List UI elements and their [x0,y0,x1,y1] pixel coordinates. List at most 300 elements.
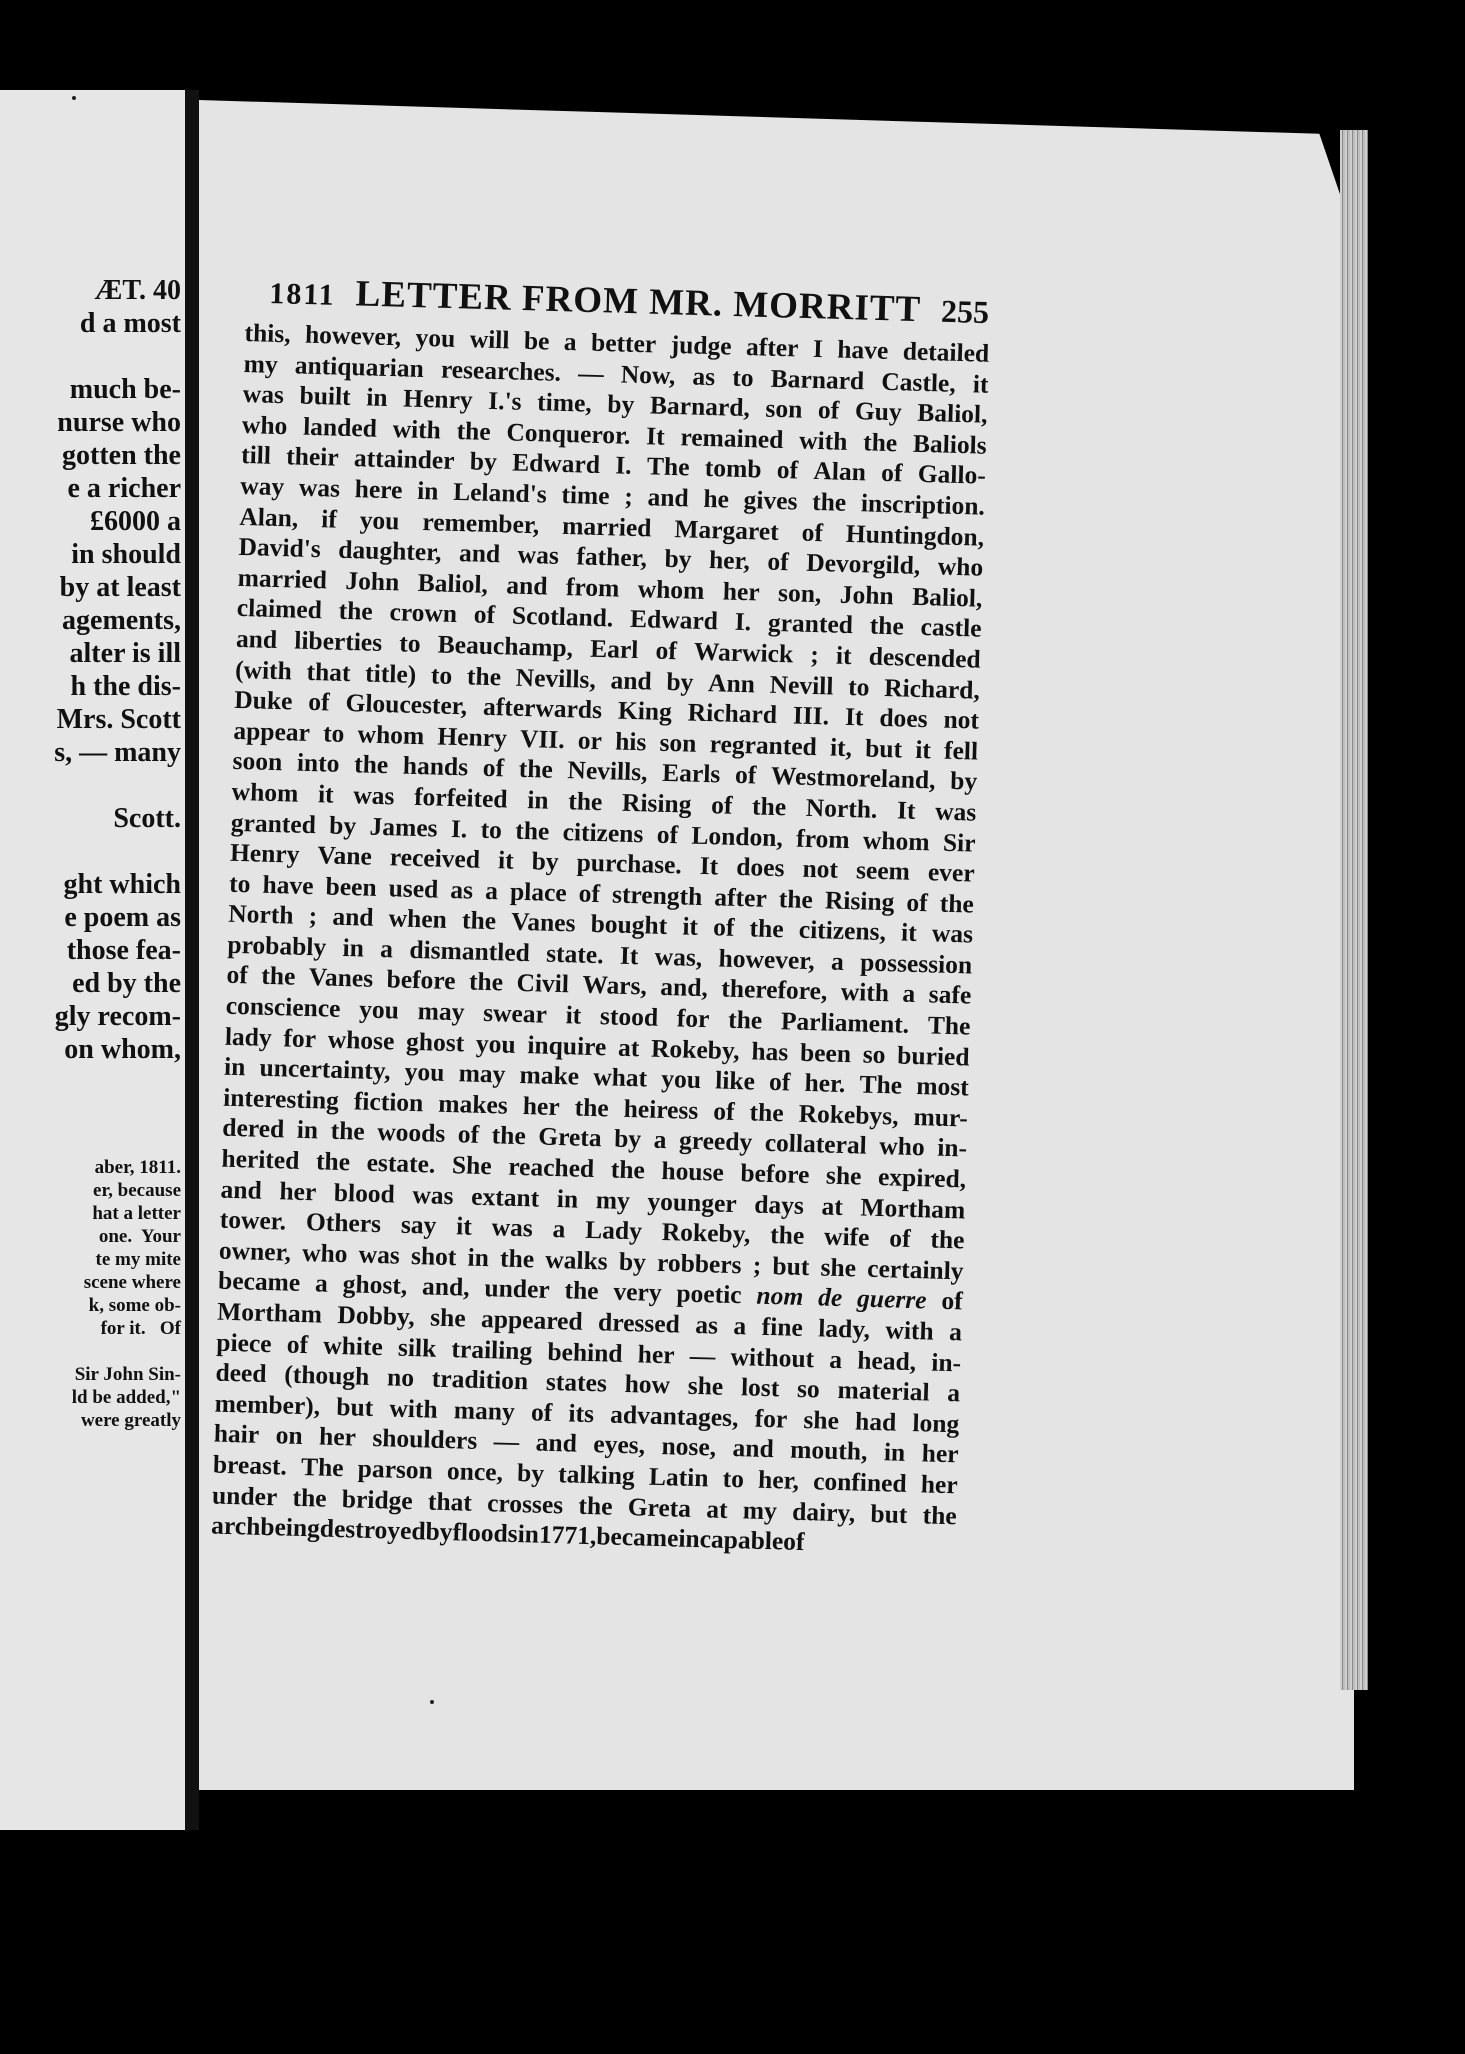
word: breast. [212,1449,288,1481]
facing-line: gly recom- [54,1001,181,1032]
word: the [315,1146,351,1177]
word: seem [855,855,911,886]
word: Rokeby, [661,1217,751,1249]
word: she [825,1160,862,1191]
facing-footnote-line: were greatly [80,1410,181,1431]
word: in [416,475,439,506]
word: makes [437,1088,509,1120]
word: in [883,1437,906,1468]
word: remained [680,421,784,454]
word: arch [210,1510,261,1542]
word: by [425,1516,453,1547]
word: dairy, [791,1496,856,1528]
word: whom [357,719,425,750]
word: it [565,1000,582,1030]
word: who [937,551,984,582]
word: fell [943,735,979,766]
word: the [330,1116,366,1147]
word: reached [507,1151,595,1184]
word: been [799,1037,852,1068]
word: by [469,446,498,477]
word: on [275,1420,304,1451]
word: Rokebys, [798,1098,899,1131]
word: Huntingdon, [845,518,985,552]
word: whom [637,573,705,605]
word: before [386,964,456,996]
word: ; [623,481,634,511]
word: herited [221,1143,300,1175]
word: tomb [704,453,762,484]
word: dismantled [409,934,531,968]
word: a [379,933,394,964]
word: without [730,1341,815,1373]
word: the [778,883,814,914]
word: in [342,932,365,963]
speck [72,96,76,100]
word: of [226,960,249,990]
word: — [689,1340,716,1371]
word: I. [734,607,752,637]
word: the [461,905,497,936]
word: interesting [222,1082,340,1115]
word: white [322,1330,384,1361]
word: the [749,1097,785,1128]
word: with [885,1315,935,1346]
facing-line: by at least [59,572,181,603]
word: of [473,599,496,630]
word: forfeited [413,781,509,814]
word: married [237,562,328,595]
speck [430,1700,434,1704]
facing-line: gotten the [62,440,181,471]
word: for [676,1003,710,1034]
word: was [931,918,974,949]
word: it [900,917,918,948]
word: (with [234,654,293,685]
word: her [722,576,761,607]
word: piece [216,1327,273,1358]
word: into [296,747,340,779]
word: and, [660,972,709,1003]
word: Dobby, [337,1299,416,1332]
word: that [427,1486,473,1517]
word: in- [936,1133,968,1163]
word: the [292,1482,327,1513]
word: descended [868,641,982,674]
word: landed [302,411,378,443]
word: became [217,1266,301,1298]
word: in [365,382,388,413]
word: her [522,1090,561,1121]
word: Henry [437,721,508,753]
word: woods [376,1117,446,1149]
word: a [830,946,845,976]
word: fiction [353,1086,424,1118]
word: James [369,811,438,843]
word: does [735,852,785,883]
word: her [921,1438,959,1469]
word: her [637,1338,676,1369]
facing-line: e a richer [67,473,181,504]
word: Edward [629,604,719,636]
word: the [514,815,550,846]
word: lady, [817,1313,871,1344]
word: son, [777,577,822,608]
word: Vanes [308,962,374,994]
word: Lady [584,1215,643,1246]
facing-footnote-line: er, because [93,1180,181,1201]
word: the [930,1224,965,1255]
word: a [563,326,578,357]
word: was [412,1179,455,1210]
word: it [914,734,932,765]
word: but [864,733,903,764]
word: Earls [661,758,721,789]
word: of [776,455,799,485]
word: appear [233,715,311,747]
word: her [920,1469,959,1500]
word: her, [708,545,751,576]
word: nose, [661,1431,717,1462]
word: the [749,913,785,944]
word: who [878,1131,926,1162]
word: parson [357,1453,434,1485]
word: The [927,1010,971,1041]
word: many [453,1395,516,1426]
word: shot [410,1240,457,1272]
word: her [318,1421,357,1452]
word: Rokeby, [650,1033,741,1065]
facing-line: Scott. [113,803,181,834]
word: you [359,504,400,535]
word: expired, [877,1162,967,1194]
facing-line: on whom, [64,1034,181,1065]
word: Gloucester, [345,688,468,721]
word: Baliols [912,428,988,460]
word: became [595,1521,679,1553]
word: the [574,1092,610,1123]
word: and [647,482,690,513]
word: poetic [676,1278,743,1310]
word: a [948,1317,963,1347]
word: her [279,1175,317,1206]
word: head, [856,1345,917,1376]
word: heiress [623,1093,699,1125]
word: safe [928,979,972,1011]
word: the [610,1154,646,1185]
word: Vane [317,840,373,871]
word: crosses [486,1487,564,1519]
word: state. [545,938,604,970]
word: Rising [824,885,895,917]
word: crown [389,597,458,629]
word: owner, [218,1235,292,1267]
word: Mortham [216,1296,323,1329]
facing-footnote-line: scene where [83,1272,181,1293]
word: the [578,1490,613,1521]
word: here [354,474,403,505]
word: The [300,1451,344,1483]
word: her, [757,1464,800,1495]
word: of [801,517,824,547]
word: and [458,538,501,569]
word: it [682,911,699,942]
word: of [888,1223,911,1254]
word: and [235,623,278,654]
word: so [862,1039,886,1069]
word: the [466,660,502,691]
word: of [530,1397,553,1427]
word: fine [761,1311,804,1342]
word: for [754,1403,788,1434]
word: Devorgild, [805,547,921,581]
word: place [509,876,568,907]
word: by [516,1458,545,1488]
word: the [727,1004,763,1035]
word: was [242,379,285,410]
word: was [491,1212,534,1243]
word: judge [670,329,733,361]
word: it [835,640,853,671]
word: for [283,1023,317,1053]
word: from [565,571,620,603]
word: possession [859,947,973,980]
word: collateral [764,1128,868,1161]
facing-footnote-line [54,1340,181,1363]
word: to [722,1463,745,1494]
word: when [388,903,448,935]
word: it [317,779,335,809]
word: Now, [620,359,676,390]
word: of [712,912,735,943]
word: John [345,565,400,597]
word: how [624,1369,671,1400]
word: being [259,1512,321,1543]
word: the [353,749,389,780]
word: was [358,1239,401,1270]
facing-line: ght which [63,869,181,900]
word: conscience [225,990,341,1023]
word: of [734,760,757,790]
word: used [388,872,439,904]
word: Civil [516,968,570,999]
word: make [519,1060,580,1091]
word: Ann [707,667,756,698]
word: walks [544,1244,609,1276]
word: with [389,1393,439,1424]
word: as [450,874,474,905]
word: Nevills, [567,755,648,787]
word: Sir [942,827,976,858]
word: very [613,1277,662,1308]
word: it [972,368,989,399]
word: not [943,704,980,735]
word: with [392,413,442,445]
word: so [796,1374,821,1404]
word: member), [214,1388,321,1421]
word: by [531,846,560,877]
word: has [751,1036,789,1067]
word: from [795,823,850,854]
word: you [660,1064,702,1095]
word: by [613,1124,642,1154]
facing-footnote-line: ld be added," [71,1387,181,1408]
word: King [617,695,673,727]
word: was [517,539,560,571]
word: at [821,1191,844,1221]
word: its [568,1398,595,1428]
word: attainder [353,443,455,476]
word: by [607,389,635,420]
word: Wars, [582,970,648,1001]
word: been [325,871,378,902]
word: Scotland. [511,600,614,633]
word: does [879,703,929,734]
word: of [768,1067,791,1097]
facing-line: alter is ill [69,638,181,669]
word: was [934,796,977,827]
word: to [322,718,345,748]
word: de [817,1282,843,1313]
word: — [577,357,605,388]
facing-line: Mrs. Scott [56,704,181,735]
word: once, [446,1456,504,1487]
word: the [499,1243,535,1274]
word: in [517,1519,540,1549]
word: It [896,795,916,825]
word: Baliol, [417,567,489,599]
word: of [817,395,840,425]
word: of [286,1329,309,1359]
word: after [714,882,768,913]
word: probably [227,929,327,962]
word: estate. [366,1147,436,1179]
word: destroyed [319,1513,427,1546]
word: She [451,1150,493,1181]
facing-page-text [54,274,181,1432]
word: Henry [229,837,300,869]
word: trailing [451,1333,533,1366]
facing-footnote-line: k, some ob- [88,1295,181,1316]
word: if [320,503,338,534]
facing-line: s, — many [54,737,181,768]
word: The [646,451,690,482]
header-year: 1811 [268,276,337,312]
word: ghost, [342,1269,408,1301]
book-gutter [185,90,199,1830]
word: incapable [678,1523,784,1556]
word: she [820,1252,857,1283]
word: what [592,1062,648,1093]
facing-line: much be- [69,374,181,405]
word: the [338,596,374,627]
word: son [765,393,803,424]
facing-footnote-line: hat a letter [92,1203,181,1224]
word: whom [862,824,930,856]
word: she [429,1302,467,1333]
word: Richard, [883,672,981,705]
word: in [296,1115,319,1145]
facing-line: in should [71,539,181,570]
word: stood [599,1001,659,1032]
word: robbers [656,1247,742,1280]
word: at [705,1493,729,1524]
word: granted [767,608,854,640]
facing-footnote-line: Sir John Sin- [74,1364,181,1385]
word: be [523,325,550,356]
word: and [535,1427,578,1459]
word: in [467,1242,490,1272]
word: Leland's [452,476,548,509]
word: most [915,1071,970,1102]
word: antiquarian [294,350,425,383]
word: buried [896,1040,970,1072]
word: mur- [913,1101,969,1133]
word: as [694,1309,719,1340]
word: have [836,334,889,365]
word: have [262,869,314,900]
word: It [645,421,666,451]
word: citizens [562,816,644,848]
word: wife [823,1221,870,1253]
facing-line: e poem as [64,902,181,933]
word: however, [304,319,402,352]
word: no [386,1362,415,1393]
word: appeared [480,1303,584,1336]
word: title) [364,658,417,689]
word: of [655,635,678,666]
word: long [912,1407,960,1439]
page-edges [1340,130,1368,1690]
facing-line: ÆT. 40 [94,275,181,306]
word: It [619,940,639,971]
facing-page [0,90,185,1830]
word: III. [792,700,830,731]
facing-footnote-line: one. Your [98,1226,181,1247]
word: gives [743,484,798,516]
word: uncertainty, [259,1052,391,1086]
word: therefore, [720,974,828,1006]
word: by [328,810,357,840]
word: to [480,814,503,844]
word: built [299,380,352,412]
word: by [666,666,694,697]
word: guerre [856,1283,927,1315]
word: of [880,458,903,488]
word: bought [590,909,668,941]
word: citizens, [798,914,887,947]
word: better [590,327,657,359]
word: however, [718,943,816,976]
word: ghost [405,1026,465,1058]
word: may [458,1058,506,1089]
word: floods [452,1517,519,1549]
word: extant [470,1181,540,1213]
word: and [505,570,548,601]
word: purchase. [576,847,683,880]
word: material [837,1375,930,1407]
word: tower. [219,1204,287,1236]
word: mouth, [789,1435,868,1467]
word: the [869,610,905,641]
facing-line [54,835,181,868]
word: certainly [866,1253,964,1286]
word: — [493,1426,520,1457]
word: of [482,753,505,783]
facing-line: d a most [79,308,181,339]
word: in- [930,1347,962,1377]
word: with [798,425,848,456]
